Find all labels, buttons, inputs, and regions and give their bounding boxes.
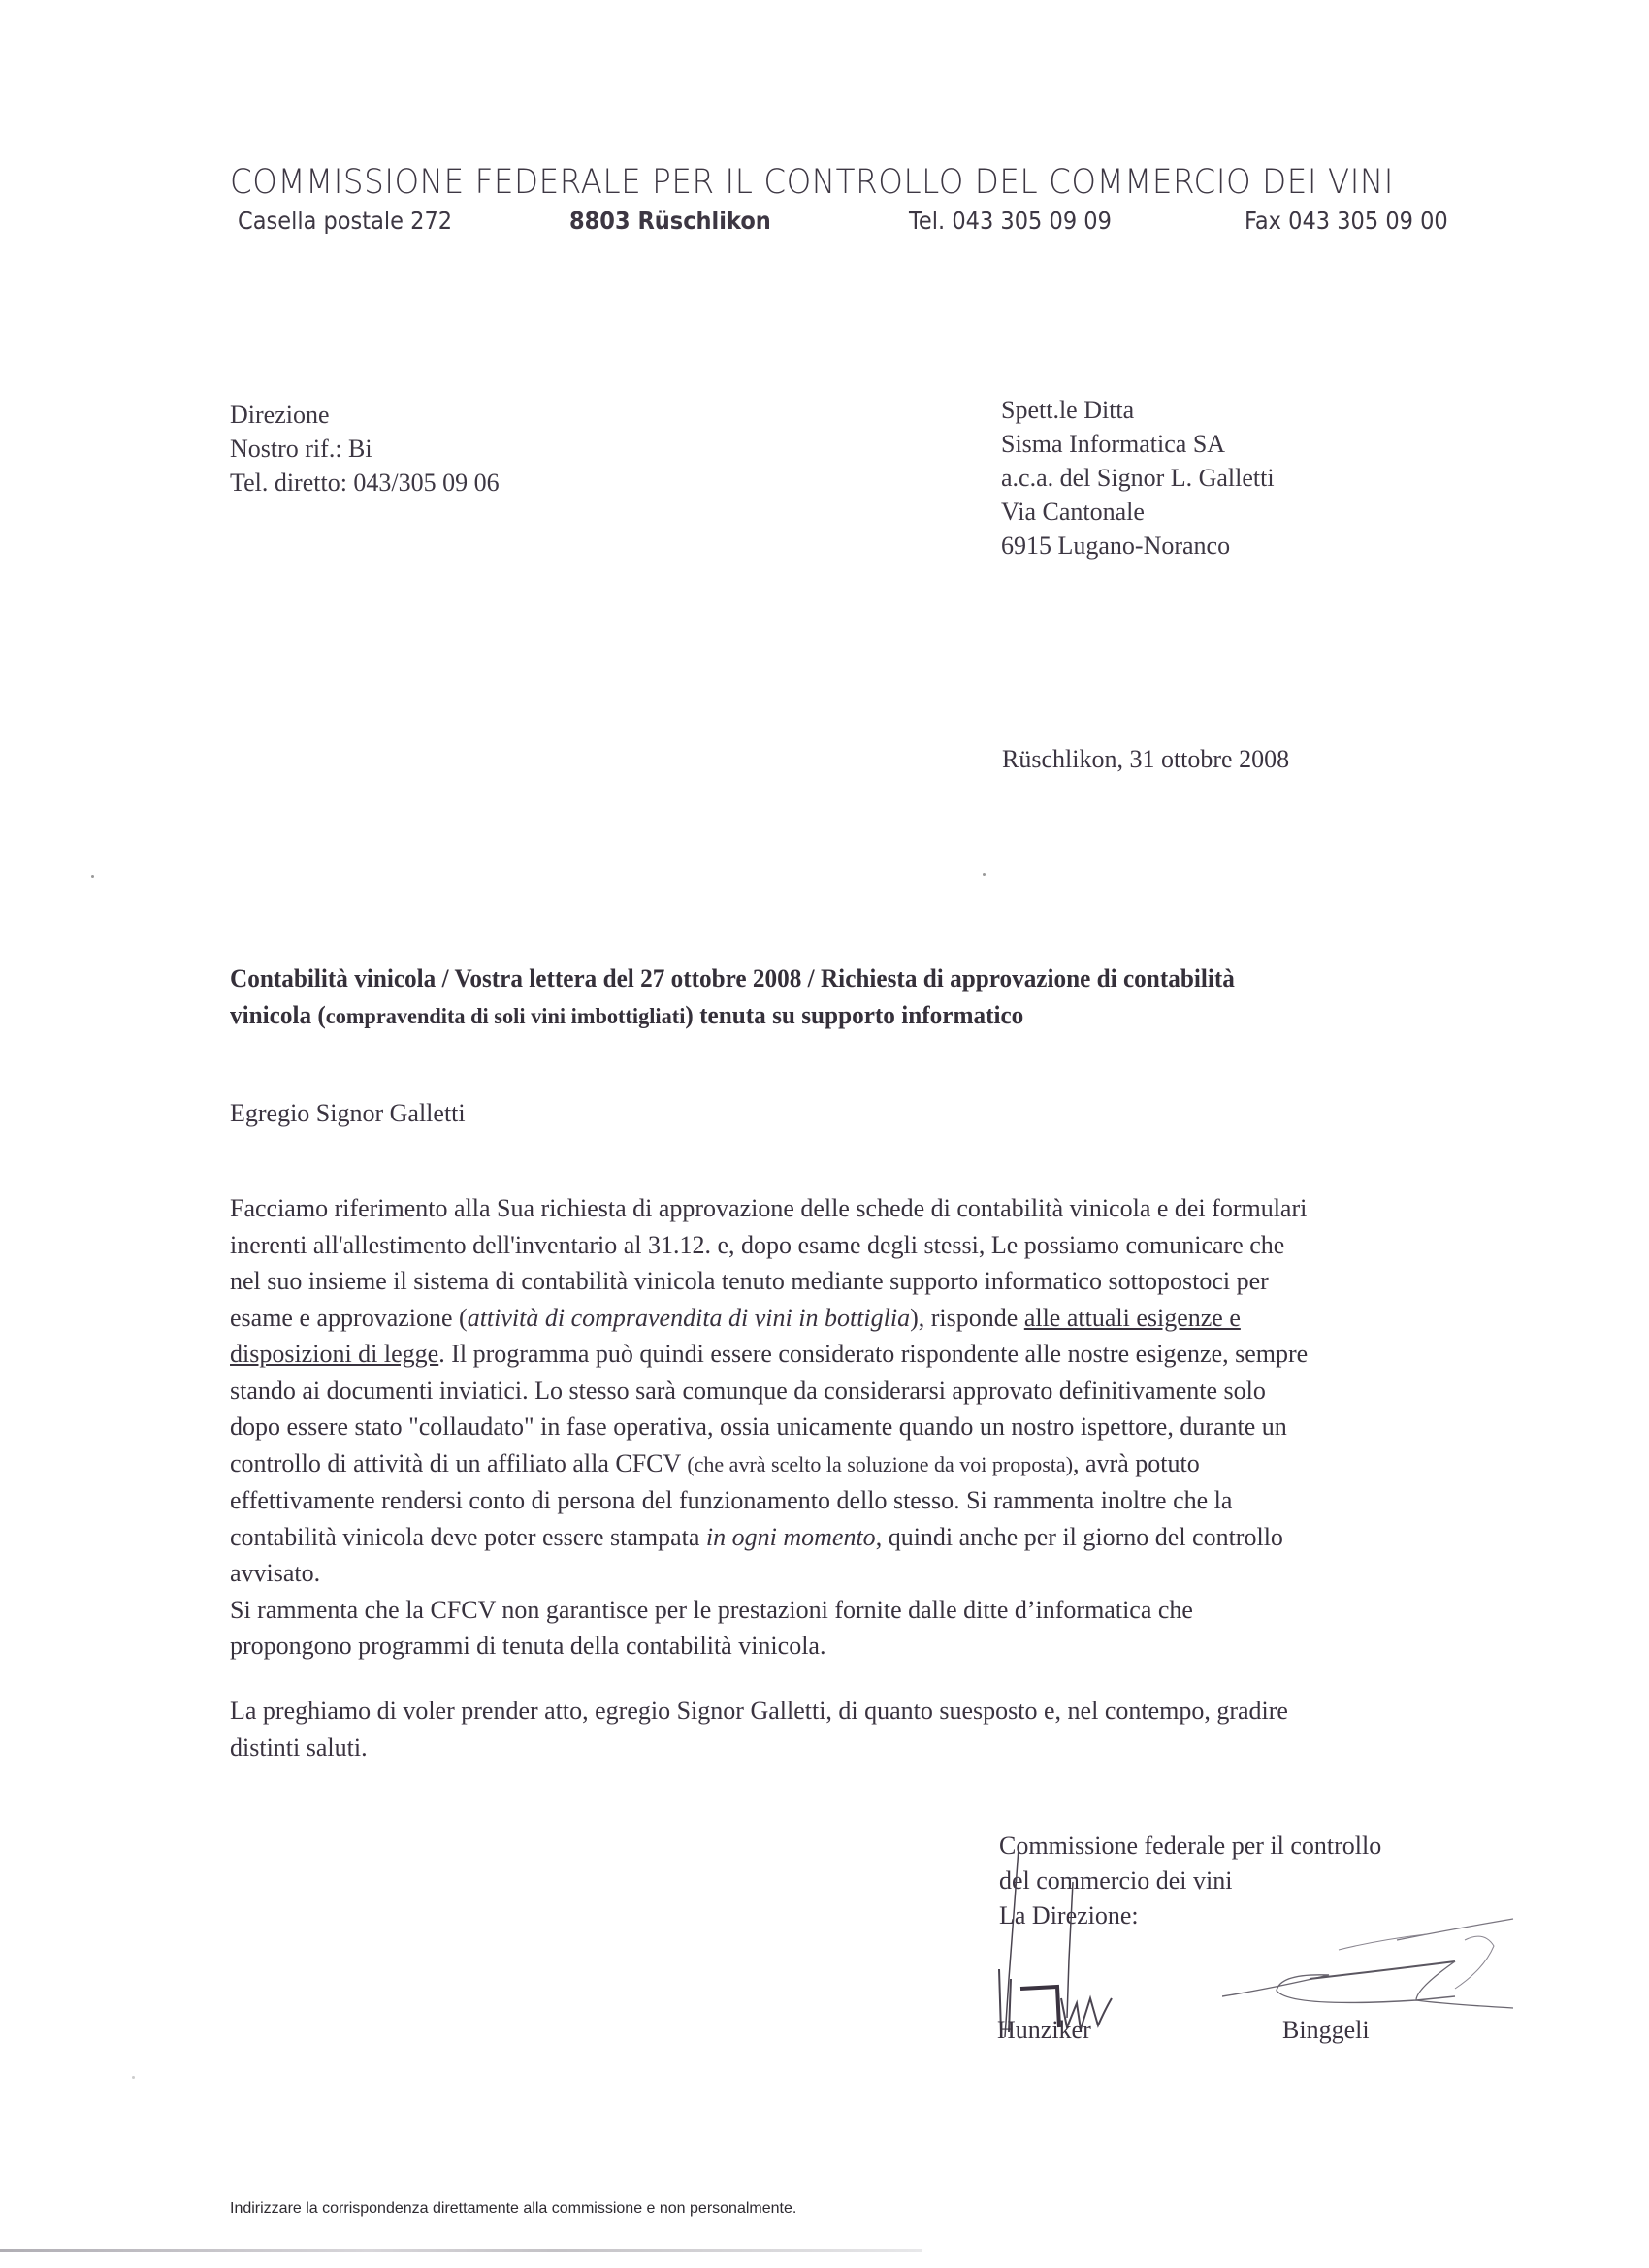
greeting: Egregio Signor Galletti xyxy=(230,1099,466,1127)
body-italic: attività di compravendita di vini in bottiglia xyxy=(467,1303,911,1332)
body-paragraph xyxy=(230,1190,1530,1665)
body-text: ), risponde xyxy=(910,1303,1024,1332)
body-line: Si rammenta che la CFCV non garantisce per le prestazioni fornite dalle ditte d’informatica che xyxy=(230,1595,1193,1624)
closing-paragraph xyxy=(230,1693,1288,1766)
subject-line-1: Contabilità vinicola / Vostra lettera del 27 ottobre 2008 / Richiesta di approvazione di contabilità xyxy=(230,964,1235,992)
body-text: controllo di attività di un affiliato alla CFCV xyxy=(230,1448,688,1477)
footer-note: Indirizzare la corrispondenza direttamente alla commissione e non personalmente. xyxy=(230,2200,797,2217)
body-line xyxy=(230,1336,1530,1373)
letterhead-po-box: Casella postale 272 xyxy=(238,207,453,235)
signer-name-binggeli: Binggeli xyxy=(1282,2016,1370,2044)
sender-ref: Nostro rif.: Bi xyxy=(230,435,372,463)
body-underline: alle attuali esigenze e xyxy=(1023,1303,1241,1332)
body-line: propongono programmi di tenuta della contabilità vinicola. xyxy=(230,1632,826,1660)
body-line: nel suo insieme il sistema di contabilità vinicola tenuto mediante supporto informatico sottopostoci per xyxy=(230,1267,1269,1295)
body-text: . Il programma può quindi essere considerato rispondente alle nostre esigenze, sempre xyxy=(438,1340,1309,1368)
letterhead-fax: Fax 043 305 09 00 xyxy=(1245,207,1448,235)
scan-speck xyxy=(983,873,986,876)
body-line: Facciamo riferimento alla Sua richiesta di approvazione delle schede di contabilità vinicola e dei formulari xyxy=(230,1194,1308,1222)
closing-line: La preghiamo di voler prender atto, egregio Signor Galletti, di quanto suesposto e, nel contempo, gradire xyxy=(230,1697,1288,1725)
subject-line-2 xyxy=(230,997,1235,1035)
body-underline: disposizioni di legge xyxy=(230,1340,439,1368)
scan-edge-divider xyxy=(0,2249,922,2252)
closing-line: distinti saluti. xyxy=(230,1733,368,1762)
body-line: dopo essere stato "collaudato" in fase operativa, ossia unicamente quando un nostro ispettore, durante un xyxy=(230,1412,1287,1441)
body-text: esame e approvazione ( xyxy=(230,1303,468,1332)
body-text: , quindi anche per il giorno del controllo xyxy=(875,1522,1283,1551)
letterhead-tel: Tel. 043 305 09 09 xyxy=(909,207,1112,235)
body-line xyxy=(230,1519,1530,1556)
letter-date: Rüschlikon, 31 ottobre 2008 xyxy=(1002,745,1290,773)
signature-org-line: Commissione federale per il controllo xyxy=(999,1831,1382,1860)
sender-block xyxy=(230,398,500,500)
body-italic: in ogni momento xyxy=(705,1522,876,1551)
recipient-line: Via Cantonale xyxy=(1001,498,1145,526)
scan-speck xyxy=(91,875,94,878)
signature-org-line: La Direzione: xyxy=(999,1901,1139,1929)
signature-binggeli-icon xyxy=(1222,1911,1571,2018)
recipient-line: Sisma Informatica SA xyxy=(1001,430,1226,458)
recipient-block xyxy=(1001,393,1275,563)
subject-text: ) tenuta su supporto informatico xyxy=(685,1001,1024,1029)
signature-org-line: del commercio dei vini xyxy=(999,1866,1233,1895)
recipient-line: Spett.le Ditta xyxy=(1001,396,1135,424)
body-line xyxy=(230,1300,1530,1337)
recipient-line: a.c.a. del Signor L. Galletti xyxy=(1001,464,1275,492)
subject xyxy=(230,960,1235,1035)
recipient-line: 6915 Lugano-Noranco xyxy=(1001,532,1231,560)
subject-parenthetical: compravendita di soli vini imbottigliati xyxy=(325,1004,686,1028)
body-text: contabilità vinicola deve poter essere stampata xyxy=(230,1522,706,1551)
body-line: inerenti all'allestimento dell'inventario al 31.12. e, dopo esame degli stessi, Le possiamo comunicare che xyxy=(230,1230,1285,1259)
letterhead-title: COMMISSIONE FEDERALE PER IL CONTROLLO DEL COMMERCIO DEI VINI xyxy=(230,163,1394,202)
signer-name-hunziker: Hunziker xyxy=(997,2016,1091,2044)
sender-direct-tel: Tel. diretto: 043/305 09 06 xyxy=(230,469,500,497)
letterhead-city: 8803 Rüschlikon xyxy=(569,207,771,235)
body-text: , avrà potuto xyxy=(1073,1448,1200,1477)
body-line xyxy=(230,1445,1530,1483)
body-parenthetical: (che avrà scelto la soluzione da voi proposta) xyxy=(687,1451,1074,1476)
subject-text: vinicola ( xyxy=(230,1001,326,1029)
body-line: effettivamente rendersi conto di persona del funzionamento dello stesso. Si rammenta inoltre che la xyxy=(230,1486,1233,1514)
body-line: avvisato. xyxy=(230,1559,321,1587)
scan-speck xyxy=(132,2076,135,2079)
body-line: stando ai documenti inviatici. Lo stesso sarà comunque da considerarsi approvato definitivamente solo xyxy=(230,1376,1266,1405)
sender-dept: Direzione xyxy=(230,401,330,429)
